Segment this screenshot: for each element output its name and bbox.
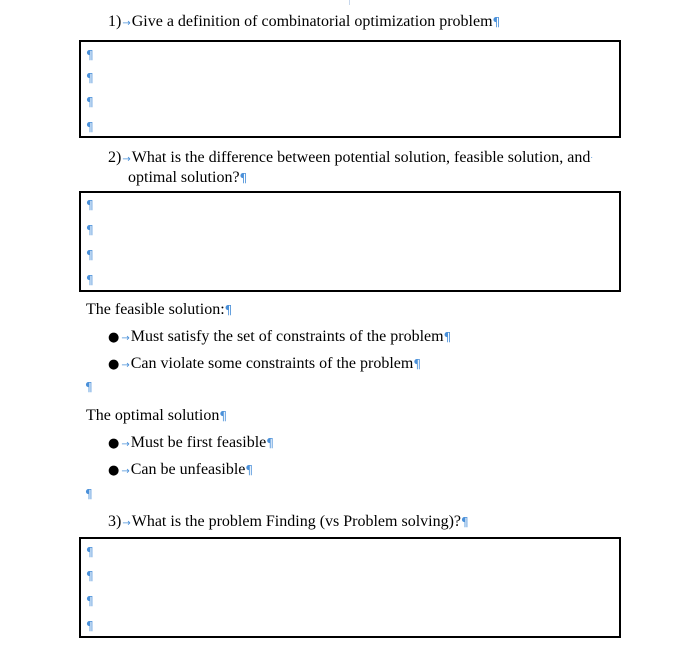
question-2-number: 2) xyxy=(108,149,122,166)
tab-arrow-icon: → xyxy=(122,18,131,29)
feasible-bullet-1-text: Must satisfy the set of constraints of the problem xyxy=(130,328,444,345)
pilcrow-icon: ¶ xyxy=(86,619,94,633)
tab-arrow-icon: → xyxy=(122,154,131,165)
question-2-text-line-1: What is the difference between potential solution, feasible solution, and xyxy=(131,149,591,166)
question-3-number: 3) xyxy=(108,513,122,530)
question-2-line-2 xyxy=(128,168,247,188)
answer-box-1[interactable] xyxy=(79,40,621,138)
pilcrow-icon: ¶ xyxy=(86,223,94,237)
pilcrow-icon: ¶ xyxy=(86,120,94,134)
question-1-number: 1) xyxy=(108,13,122,30)
pilcrow-icon: ¶ xyxy=(86,48,94,62)
pilcrow-icon: ¶ xyxy=(86,71,94,85)
feasible-bullet-2-text: Can violate some constraints of the problem xyxy=(130,355,414,372)
pilcrow-icon: ¶ xyxy=(86,198,94,212)
bullet-icon: ● xyxy=(108,436,120,451)
bullet-icon: ● xyxy=(108,357,120,372)
feasible-bullet-2 xyxy=(108,354,421,376)
pilcrow-icon: ¶ xyxy=(245,463,253,477)
pilcrow-icon: ¶ xyxy=(86,594,94,608)
question-2-line-1 xyxy=(108,148,593,170)
pilcrow-icon: ¶ xyxy=(86,95,94,109)
pilcrow-icon: ¶ xyxy=(86,248,94,262)
optimal-bullet-2-text: Can be unfeasible xyxy=(130,461,246,478)
feasible-bullet-1 xyxy=(108,327,451,349)
question-3 xyxy=(108,512,469,534)
pilcrow-icon: ¶ xyxy=(266,436,274,450)
tab-arrow-icon: → xyxy=(121,466,130,477)
question-3-text: What is the problem Finding (vs Problem solving)? xyxy=(131,513,462,530)
page-top-marker xyxy=(349,0,350,5)
optimal-bullet-1-text: Must be first feasible xyxy=(130,434,267,451)
pilcrow-icon: ¶ xyxy=(461,515,469,529)
answer-box-2[interactable] xyxy=(79,191,621,292)
optimal-bullet-1 xyxy=(108,433,274,455)
tab-arrow-icon: → xyxy=(122,518,131,529)
optimal-heading-text: The optimal solution xyxy=(86,407,220,424)
pilcrow-icon: ¶ xyxy=(86,569,94,583)
optimal-heading xyxy=(86,406,227,426)
bullet-icon: ● xyxy=(108,330,120,345)
pilcrow-icon: ¶ xyxy=(85,380,93,394)
pilcrow-icon: ¶ xyxy=(443,330,452,344)
answer-box-3[interactable] xyxy=(79,537,621,638)
pilcrow-icon: ¶ xyxy=(86,273,94,287)
pilcrow-icon: ¶ xyxy=(219,409,227,423)
feasible-heading-text: The feasible solution: xyxy=(86,301,225,318)
feasible-heading xyxy=(86,300,232,320)
question-1 xyxy=(108,12,500,34)
bullet-icon: ● xyxy=(108,463,120,478)
optimal-bullet-2 xyxy=(108,460,253,482)
question-1-text: Give a definition of combinatorial optimization problem xyxy=(131,13,493,30)
pilcrow-icon: ¶ xyxy=(413,357,421,371)
pilcrow-icon: ¶ xyxy=(492,15,501,29)
pilcrow-icon: ¶ xyxy=(224,303,233,317)
pilcrow-icon: ¶ xyxy=(86,545,94,559)
pilcrow-icon: ¶ xyxy=(85,487,93,501)
tab-arrow-icon: → xyxy=(121,333,130,344)
space-dot-icon: · xyxy=(590,153,594,163)
question-2-text-line-2: optimal solution? xyxy=(128,169,240,186)
tab-arrow-icon: → xyxy=(121,439,130,450)
tab-arrow-icon: → xyxy=(121,360,130,371)
pilcrow-icon: ¶ xyxy=(239,171,248,185)
